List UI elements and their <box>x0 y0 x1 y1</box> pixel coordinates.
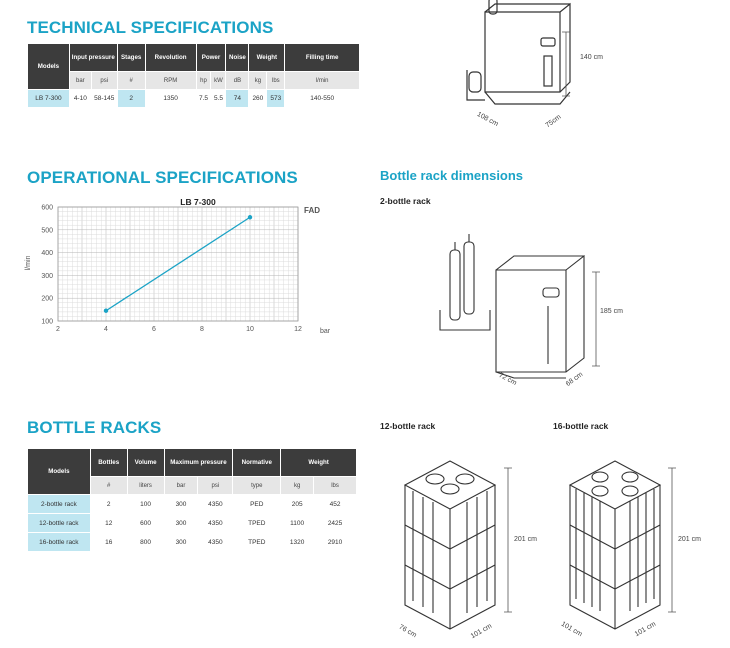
racks-unit-kg: kg <box>281 477 314 495</box>
unit-kw: kW <box>211 72 226 90</box>
unit-bar: bar <box>69 72 91 90</box>
row-model: LB 7-300 <box>28 90 70 108</box>
cell-kw: 5.5 <box>211 90 226 108</box>
x-tick-label: 12 <box>294 326 302 333</box>
unit-height-label: 140 cm <box>580 54 603 61</box>
rack-row-volume: 800 <box>127 533 164 552</box>
cell-filling: 140-550 <box>285 90 360 108</box>
rack-row-normative: TPED <box>233 533 281 552</box>
bottle-racks-title: BOTTLE RACKS <box>27 418 162 437</box>
racks-unit-psi: psi <box>198 477 233 495</box>
cell-hp: 7.5 <box>196 90 211 108</box>
unit-db: dB <box>226 72 249 90</box>
col-input-pressure: Input pressure <box>69 44 117 72</box>
cell-rpm: 1350 <box>145 90 196 108</box>
unit-rpm: RPM <box>145 72 196 90</box>
racks-unit-lbs: lbs <box>314 477 357 495</box>
unit-width-label: 108 cm <box>475 111 500 128</box>
racks-col-max-pressure: Maximum pressure <box>164 449 233 477</box>
rack-row-bottles: 12 <box>90 514 127 533</box>
rack-row-psi: 4350 <box>198 514 233 533</box>
rack-row-psi: 4350 <box>198 533 233 552</box>
unit-psi: psi <box>91 72 117 90</box>
y-tick-label: 400 <box>41 250 53 258</box>
racks-unit-count: # <box>90 477 127 495</box>
twelve-bottle-rack-label: 12-bottle rack <box>380 421 436 431</box>
unit-kg: kg <box>249 72 267 90</box>
racks-col-weight: Weight <box>281 449 357 477</box>
rack-height-label: 185 cm <box>600 308 623 315</box>
rack16-height-label: 201 cm <box>678 536 701 543</box>
rack-height-dimension-line <box>590 270 606 370</box>
cell-psi: 58-145 <box>91 90 117 108</box>
cell-db: 74 <box>226 90 249 108</box>
table-row <box>28 514 357 533</box>
cell-bar: 4-10 <box>69 90 91 108</box>
col-models: Models <box>28 44 70 90</box>
unit-lmin: l/min <box>285 72 360 90</box>
data-point <box>104 309 108 313</box>
rack-row-lbs: 452 <box>314 495 357 514</box>
rack12-height-label: 201 cm <box>514 536 537 543</box>
col-revolution: Revolution <box>145 44 196 72</box>
rack-row-bar: 300 <box>164 495 198 514</box>
rack-row-bottles: 2 <box>90 495 127 514</box>
x-tick-label: 10 <box>246 326 254 333</box>
cell-kg: 260 <box>249 90 267 108</box>
x-tick-label: 4 <box>104 326 108 333</box>
sixteen-bottle-rack-label: 16-bottle rack <box>553 421 609 431</box>
rack-row-normative: TPED <box>233 514 281 533</box>
bottle-racks-table <box>27 448 357 552</box>
rack-row-normative: PED <box>233 495 281 514</box>
cell-lbs: 573 <box>267 90 285 108</box>
rack12-depth-label: 76 cm <box>397 623 418 640</box>
operational-specs-title: OPERATIONAL SPECIFICATIONS <box>27 168 298 187</box>
x-tick-label: 6 <box>152 326 156 333</box>
racks-unit-bar: bar <box>164 477 198 495</box>
racks-col-bottles: Bottles <box>90 449 127 477</box>
rack-row-bottles: 16 <box>90 533 127 552</box>
table-row <box>28 495 357 514</box>
rack-row-psi: 4350 <box>198 495 233 514</box>
chart-ylabel: l/min <box>25 255 32 271</box>
chart-title: LB 7-300 <box>180 197 216 207</box>
x-tick-label: 2 <box>56 326 60 333</box>
twelve-bottle-rack-illustration <box>395 455 515 635</box>
col-stages: Stages <box>117 44 145 72</box>
rack-row-bar: 300 <box>164 533 198 552</box>
rack-depth-label: 68 cm <box>564 371 585 388</box>
col-power: Power <box>196 44 226 72</box>
racks-unit-type: type <box>233 477 281 495</box>
rack12-width-label: 101 cm <box>469 622 494 641</box>
rack-row-volume: 100 <box>127 495 164 514</box>
table-row <box>28 533 357 552</box>
data-point <box>248 215 252 219</box>
fad-chart <box>20 193 340 343</box>
rack-row-bar: 300 <box>164 514 198 533</box>
rack16-width-label: 101 cm <box>633 620 658 639</box>
y-tick-label: 300 <box>41 272 53 280</box>
y-tick-label: 500 <box>41 227 53 235</box>
y-tick-label: 200 <box>41 295 53 303</box>
unit-hp: hp <box>196 72 211 90</box>
x-tick-label: 8 <box>200 326 204 333</box>
rack-row-kg: 205 <box>281 495 314 514</box>
tech-specs-title: TECHNICAL SPECIFICATIONS <box>27 18 274 37</box>
rack-row-model: 2-bottle rack <box>28 495 91 514</box>
rack-width-label: 72 cm <box>497 371 518 388</box>
rack16-depth-label: 101 cm <box>559 620 584 639</box>
sixteen-bottle-rack-illustration <box>560 455 680 635</box>
bottle-rack-dimensions-title: Bottle rack dimensions <box>380 168 524 183</box>
rack-row-lbs: 2910 <box>314 533 357 552</box>
chart-xunit: bar <box>320 328 331 335</box>
rack-row-kg: 1320 <box>281 533 314 552</box>
col-noise: Noise <box>226 44 249 72</box>
col-filling-time: Filling time <box>285 44 360 72</box>
col-weight: Weight <box>249 44 285 72</box>
y-tick-label: 100 <box>41 318 53 326</box>
unit-depth-label: 75cm <box>544 113 563 130</box>
rack-row-kg: 1100 <box>281 514 314 533</box>
racks-col-normative: Normative <box>233 449 281 477</box>
two-bottle-rack-illustration <box>430 230 600 380</box>
rack-row-model: 12-bottle rack <box>28 514 91 533</box>
two-bottle-rack-label: 2-bottle rack <box>380 196 431 206</box>
y-tick-label: 600 <box>41 204 53 212</box>
chart-fad-label: FAD <box>304 206 320 215</box>
racks-col-volume: Volume <box>127 449 164 477</box>
unit-count: # <box>117 72 145 90</box>
tech-specs-table <box>27 43 360 108</box>
cell-stages: 2 <box>117 90 145 108</box>
height-dimension-line <box>560 30 584 100</box>
rack-row-volume: 600 <box>127 514 164 533</box>
rack-row-lbs: 2425 <box>314 514 357 533</box>
rack-row-model: 16-bottle rack <box>28 533 91 552</box>
unit-lbs: lbs <box>267 72 285 90</box>
racks-col-models: Models <box>28 449 91 495</box>
racks-unit-liters: liters <box>127 477 164 495</box>
